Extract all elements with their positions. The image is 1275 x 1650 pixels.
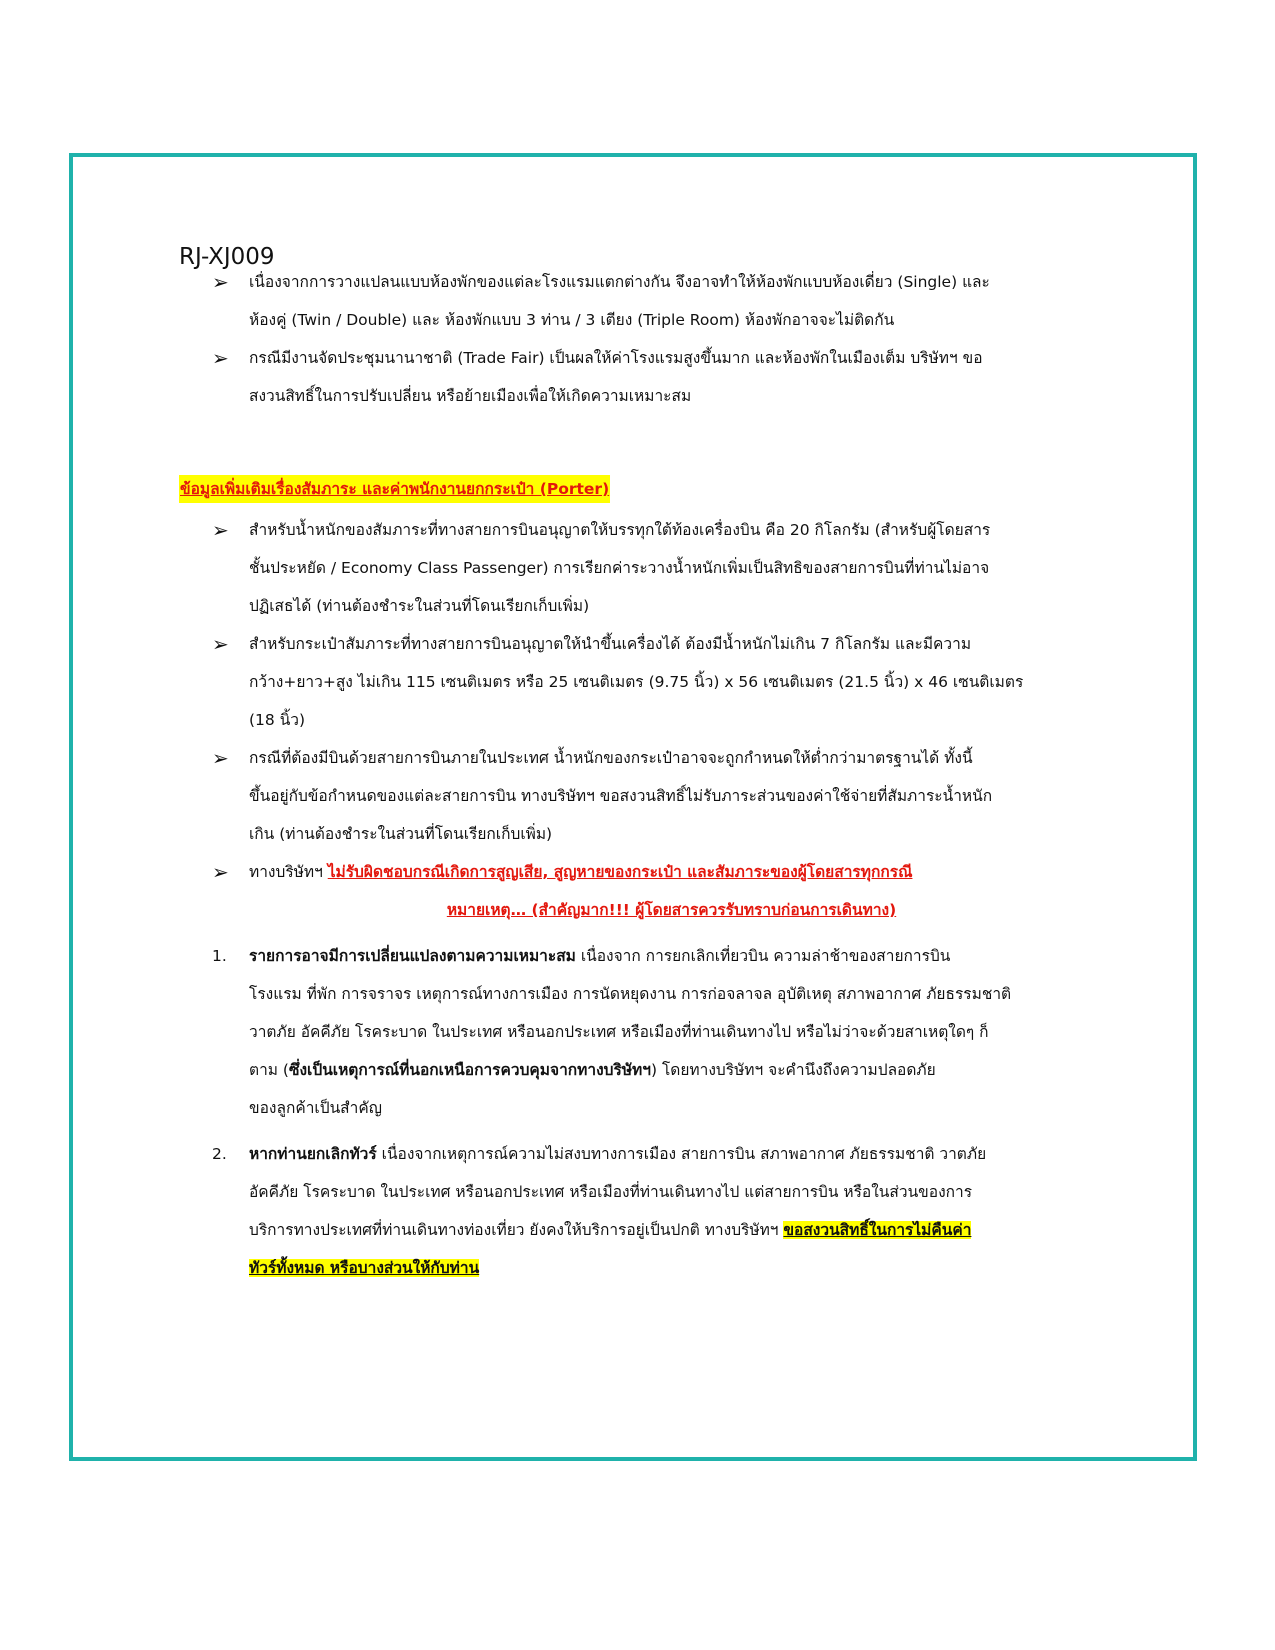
note1-line-3: วาตภัย อัคคีภัย โรคระบาด ในประเทศ หรือนอกประเทศ หรือเมืองที่ท่านเดินทางไป หรือไม่ว่าจะด้วยสาเหตุใดๆ ก็ [249, 1023, 989, 1041]
note-number: 2. [212, 1145, 227, 1163]
bullet-carryon-line-3: (18 นิ้ว) [249, 711, 306, 729]
note2-bold-lead: หากท่านยกเลิกทัวร์ [249, 1145, 377, 1163]
bullet-domestic-line-1: กรณีที่ต้องมีบินด้วยสายการบินภายในประเทศ น้ำหนักของกระเป๋าอาจจะถูกกำหนดให้ต่ำกว่ามาตรฐานได้ ทั้งนี้ [249, 749, 973, 767]
note-number: 1. [212, 947, 227, 965]
bullet-tradefair-line-1: กรณีมีงานจัดประชุมนานาชาติ (Trade Fair) เป็นผลให้ค่าโรงแรมสูงขึ้นมาก และห้องพักในเมืองเต็ม บริษัทฯ ขอ [249, 349, 983, 367]
note1-line-2: โรงแรม ที่พัก การจราจร เหตุการณ์ทางการเมือง การนัดหยุดงาน การก่อจลาจล อุบัติเหตุ สภาพอากาศ ภัยธรรมชาติ [249, 985, 1012, 1003]
liability-line-1 [249, 853, 1094, 891]
note1-line4-pre: ตาม ( [249, 1061, 289, 1079]
bullet-domestic-line-3: เกิน (ท่านต้องชำระในส่วนที่โดนเรียกเก็บเพิ่ม) [249, 825, 553, 843]
note1-line-1 [249, 937, 1094, 975]
arrow-bullet-icon: ➢ [212, 518, 229, 542]
note2-highlight-2: ทัวร์ทั้งหมด หรือบางส่วนให้กับท่าน [249, 1259, 480, 1277]
note1-line4-post: ) โดยทางบริษัทฯ จะคำนึงถึงความปลอดภัย [650, 1061, 936, 1079]
note2-line-1 [249, 1135, 1094, 1173]
liability-line-2 [249, 891, 1094, 929]
baggage-heading: ข้อมูลเพิ่มเติมเรื่องสัมภาระ และค่าพนักงานยกกระเป๋า (Porter) [179, 475, 610, 503]
remark-red-text: หมายเหตุ… (สำคัญมาก!!! ผู้โดยสารควรรับทราบก่อนการเดินทาง) [446, 901, 897, 919]
bullet-checked-line-3: ปฏิเสธได้ (ท่านต้องชำระในส่วนที่โดนเรียกเก็บเพิ่ม) [249, 597, 590, 615]
note2-line1-rest: เนื่องจากเหตุการณ์ความไม่สงบทางการเมือง สายการบิน สภาพอากาศ ภัยธรรมชาติ วาตภัย [376, 1145, 987, 1163]
note1-line-5: ของลูกค้าเป็นสำคัญ [249, 1099, 382, 1117]
arrow-bullet-icon: ➢ [212, 746, 229, 770]
bullet-room-line-2: ห้องคู่ (Twin / Double) และ ห้องพักแบบ 3 ท่าน / 3 เตียง (Triple Room) ห้องพักอาจจะไม่ติดกัน [249, 311, 895, 329]
note2-highlight-1: ขอสงวนสิทธิ์ในการไม่คืนค่า [783, 1221, 972, 1239]
bullet-checked-line-1: สำหรับน้ำหนักของสัมภาระที่ทางสายการบินอนุญาตให้บรรทุกใต้ท้องเครื่องบิน คือ 20 กิโลกรัม (สำหรับผู้โดยสาร [249, 521, 991, 539]
note1-line4-bold: ซึ่งเป็นเหตุการณ์ที่นอกเหนือการควบคุมจากทางบริษัทฯ [288, 1061, 651, 1079]
note2-line-2: อัคคีภัย โรคระบาด ในประเทศ หรือนอกประเทศ หรือเมืองที่ท่านเดินทางไป แต่สายการบิน หรือในส่วนของการ [249, 1183, 973, 1201]
bullet-room-line-1: เนื่องจากการวางแปลนแบบห้องพักของแต่ละโรงแรมแตกต่างกัน จึงอาจทำให้ห้องพักแบบห้องเดี่ยว (Single) และ [249, 273, 990, 291]
liability-red-text: ไม่รับผิดชอบกรณีเกิดการสูญเสีย, สูญหายของกระเป๋า และสัมภาระของผู้โดยสารทุกกรณี [327, 863, 913, 881]
note2-line-4 [249, 1249, 1094, 1287]
bullet-tradefair-line-2: สงวนสิทธิ์ในการปรับเปลี่ยน หรือย้ายเมืองเพื่อให้เกิดความเหมาะสม [249, 387, 692, 405]
arrow-bullet-icon: ➢ [212, 346, 229, 370]
bullet-carryon-line-2: กว้าง+ยาว+สูง ไม่เกิน 115 เซนติเมตร หรือ 25 เซนติเมตร (9.75 นิ้ว) x 56 เซนติเมตร (21.5 นิ้ว) x 46 เซนติเมตร [249, 673, 1024, 691]
bullet-domestic-line-2: ขึ้นอยู่กับข้อกำหนดของแต่ละสายการบิน ทางบริษัทฯ ขอสงวนสิทธิ์ไม่รับภาระส่วนของค่าใช้จ่ายที่สัมภาระน้ำหนัก [249, 787, 993, 805]
bullet-checked-line-2: ชั้นประหยัด / Economy Class Passenger) การเรียกค่าระวางน้ำหนักเพิ่มเป็นสิทธิของสายการบินที่ท่านไม่อาจ [249, 559, 990, 577]
liability-prefix: ทางบริษัทฯ [249, 863, 328, 881]
arrow-bullet-icon: ➢ [212, 632, 229, 656]
bullet-carryon-line-1: สำหรับกระเป๋าสัมภาระที่ทางสายการบินอนุญาตให้นำขึ้นเครื่องได้ ต้องมีน้ำหนักไม่เกิน 7 กิโลกรัม และมีความ [249, 635, 972, 653]
note2-line3-pre: บริการทางประเทศที่ท่านเดินทางท่องเที่ยว ยังคงให้บริการอยู่เป็นปกติ ทางบริษัทฯ [249, 1221, 784, 1239]
arrow-bullet-icon: ➢ [212, 270, 229, 294]
note1-bold-lead: รายการอาจมีการเปลี่ยนแปลงตามความเหมาะสม [249, 947, 576, 965]
note2-line-3 [249, 1211, 1094, 1249]
arrow-bullet-icon: ➢ [212, 860, 229, 884]
note1-line1-rest: เนื่องจาก การยกเลิกเที่ยวบิน ความล่าช้าของสายการบิน [575, 947, 951, 965]
note1-line-4 [249, 1051, 1094, 1089]
document-code: RJ-XJ009 [179, 244, 275, 270]
